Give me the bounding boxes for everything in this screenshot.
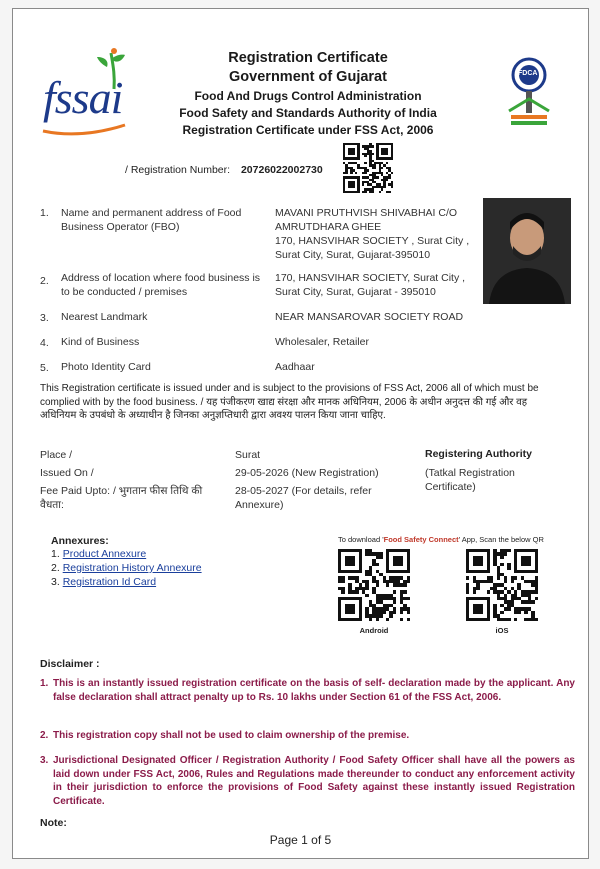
row-1-value: MAVANI PRUTHVISH SHIVABHAI C/O AMRUTDHARA GHEE 170, HANSVIHAR SOCIETY , Surat City , Surat City, Surat, Gujarat-395010: [275, 207, 470, 261]
row-4-number: 4.: [40, 337, 49, 349]
row-1-number: 1.: [40, 207, 49, 219]
place-value: Surat: [235, 449, 261, 461]
certificate-subtitle: Registration Certificate under FSS Act, 2006: [182, 123, 434, 137]
annexure-item-number: 1.: [51, 548, 60, 560]
download-app-instruction: [338, 535, 544, 544]
disclaimer-item-2-number: 2.: [40, 730, 49, 741]
annexure-item-number: 3.: [51, 576, 60, 588]
annexure-item-1[interactable]: [51, 548, 146, 560]
disclaimer-title: Disclaimer :: [40, 658, 100, 670]
disclaimer-item-3: Jurisdictional Designated Officer / Registration Authority / Food Safety Officer shall have all the powers as laid down under FSS Act, 2006, Rules and Regulations made thereunder to conduct any enforcement activity in their jurisdiction to enforce the provisions of Food Safety against these instantly issued Registration Certificate.: [53, 755, 575, 807]
row-2-value: 170, HANSVIHAR SOCIETY, Surat City , Surat City, Surat, Gujarat - 395010: [275, 272, 466, 298]
annexure-item-number: 2.: [51, 562, 60, 574]
certificate-statement: This Registration certificate is issued under and is subject to the provisions of FSS Act, 2006 all of which must be complied with by the food business. / यह पंजीकरण खाद्य संरक्षा और मानक अधिनियम, 2006 के अधीन अनुदत्त की गई और वह अधिनियम के उपबंधो के अध्याधीन है जिनका अनुज्ञप्तिधारी द्वारा अवश्य पालन किया जाना चाहिए.: [40, 383, 539, 421]
row-3-number: 3.: [40, 312, 49, 324]
registering-authority-title: Registering Authority: [425, 448, 532, 460]
authority-name: Food Safety and Standards Authority of India: [179, 106, 437, 120]
registering-authority-text: (Tatkal Registration Certificate): [425, 467, 515, 493]
fee-paid-label: Fee Paid Upto: / भुगतान फीस तिथि की वैधता:: [40, 485, 203, 511]
certificate-title: Registration Certificate: [228, 50, 388, 66]
row-5-label: Photo Identity Card: [61, 361, 151, 373]
row-3-value: NEAR MANSAROVAR SOCIETY ROAD: [275, 311, 464, 323]
ios-qr-code[interactable]: [466, 549, 538, 621]
emblem-text: FDCA: [518, 70, 538, 77]
download-app-name: Food Safety Connect: [383, 535, 459, 544]
disclaimer-item-3-number: 3.: [40, 755, 49, 766]
registration-label: / Registration Number:: [125, 164, 231, 176]
download-suffix: ' App, Scan the below QR: [458, 535, 544, 544]
disclaimer-item-2: This registration copy shall not be used to claim ownership of the premise.: [53, 730, 410, 741]
issued-on-label: Issued On /: [40, 467, 94, 479]
annexure-item-3[interactable]: [51, 576, 156, 588]
row-1-label: Name and permanent address of Food Business Operator (FBO): [61, 207, 242, 233]
registration-id-card-link[interactable]: Registration Id Card: [62, 576, 157, 588]
android-label: Android: [359, 626, 389, 635]
row-3-label: Nearest Landmark: [61, 311, 148, 323]
note-label: Note:: [40, 817, 67, 829]
registration-history-annexure-link[interactable]: Registration History Annexure: [62, 562, 202, 574]
disclaimer-item-1: This is an instantly issued registration certificate on the basis of self- declaration made by the applicant. Any false declaration shall attract penalty up to Rs. 10 lakhs under Section 61 of the FSS Act, 2006.: [53, 678, 575, 703]
row-4-value: Wholesaler, Retailer: [275, 336, 369, 348]
download-prefix: To download ': [338, 535, 384, 544]
issued-on-value: 29-05-2026 (New Registration): [235, 467, 379, 479]
certificate-page: [12, 8, 589, 859]
product-annexure-link[interactable]: Product Annexure: [62, 548, 147, 560]
fbo-photo: [483, 198, 571, 304]
government-name: Government of Gujarat: [229, 69, 387, 85]
page-number: Page 1 of 5: [269, 833, 332, 847]
registration-number-row: [125, 164, 323, 176]
row-5-value: Aadhaar: [275, 361, 315, 373]
row-5-number: 5.: [40, 362, 49, 374]
fssai-logo-text: fssai: [43, 72, 123, 123]
ios-label: iOS: [495, 626, 509, 635]
android-qr-code[interactable]: [338, 549, 410, 621]
disclaimer-item-1-number: 1.: [40, 678, 49, 689]
row-2-label: Address of location where food business is to be conducted / premises: [61, 272, 261, 298]
row-2-number: 2.: [40, 275, 49, 287]
row-4-label: Kind of Business: [61, 336, 140, 348]
place-label: Place /: [40, 449, 73, 461]
annexures-title: Annexures:: [51, 535, 109, 547]
registration-number: 20726022002730: [240, 164, 323, 176]
annexure-item-2[interactable]: [51, 562, 202, 574]
fee-paid-value: 28-05-2027 (For details, refer Annexure): [235, 485, 372, 511]
registration-qr-code: [343, 143, 393, 193]
department-name: Food And Drugs Control Administration: [194, 89, 422, 103]
